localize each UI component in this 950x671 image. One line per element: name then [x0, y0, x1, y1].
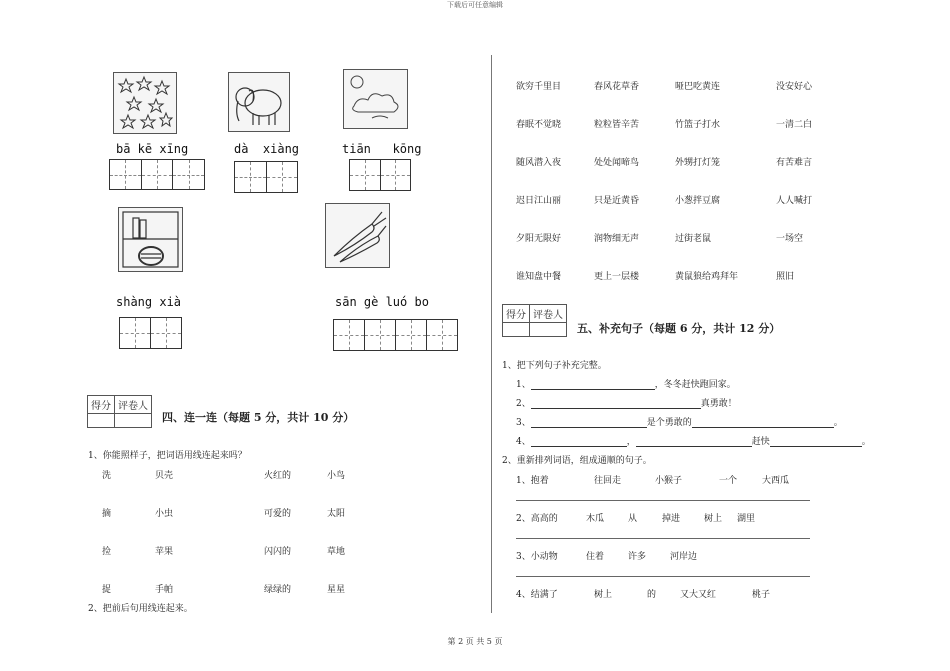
match-word: 捉	[102, 585, 112, 595]
reorder-word: 树上	[704, 514, 723, 524]
phrase: 春风花草香	[594, 82, 640, 92]
phrase: 小葱拌豆腐	[675, 196, 721, 206]
phrase: 更上一层楼	[594, 272, 640, 282]
section4-q2: 2、把前后句用线连起来。	[88, 604, 193, 614]
reorder-word: 小猴子	[655, 476, 683, 486]
section5-score-box	[502, 304, 567, 337]
grader-label: 评卷人	[118, 401, 148, 412]
phrase: 春眠不觉晓	[516, 120, 562, 130]
reorder-word: 湖里	[737, 514, 756, 524]
reorder-word: 从	[628, 514, 638, 524]
answer-blank[interactable]	[531, 418, 647, 428]
phrase: 随风潜入夜	[516, 158, 562, 168]
match-word: 小鸟	[327, 471, 346, 481]
match-word: 摘	[102, 509, 112, 519]
page-header: 下载后可任意编辑	[447, 1, 503, 9]
phrase: 夕阳无限好	[516, 234, 562, 244]
section4-score-box	[87, 395, 152, 428]
reorder-word: 1、抱着	[516, 476, 549, 486]
reorder-word: 4、结满了	[516, 590, 558, 600]
pinyin-bakexing: bā kē xīng	[116, 142, 189, 156]
match-word: 太阳	[327, 509, 346, 519]
match-word: 手帕	[155, 585, 174, 595]
phrase: 谁知盘中餐	[516, 272, 562, 282]
elephant-picture	[228, 72, 290, 132]
match-word: 贝壳	[155, 471, 174, 481]
reorder-word: 树上	[594, 590, 613, 600]
writing-grid-daxiang[interactable]	[234, 161, 298, 193]
answer-blank[interactable]	[531, 437, 627, 447]
answer-blank[interactable]	[770, 437, 862, 447]
fill-sentence-4	[516, 434, 871, 447]
sentence-text: 。	[833, 418, 843, 428]
cloud-icon	[344, 70, 407, 128]
fill-sentence-1	[516, 377, 736, 390]
section5-title: 五、补充句子（每题 6 分，共计 12 分）	[577, 322, 781, 335]
pinyin-sangeluobo: sān gè luó bo	[335, 295, 429, 309]
shelf-icon	[119, 208, 182, 271]
match-word: 绿绿的	[264, 585, 292, 595]
fill-sentence-2	[516, 396, 737, 409]
pinyin-tiankong: tiān kōng	[342, 142, 422, 156]
shelf-picture	[118, 207, 183, 272]
reorder-word: 2、高高的	[516, 514, 558, 524]
phrase: 一清二白	[776, 120, 813, 130]
phrase: 过街老鼠	[675, 234, 712, 244]
answer-blank[interactable]	[636, 437, 752, 447]
phrase: 迟日江山丽	[516, 196, 562, 206]
sentence-number: 1、	[516, 380, 531, 390]
writing-grid-shangxia[interactable]	[119, 317, 182, 349]
column-divider	[491, 55, 492, 613]
match-word: 可爱的	[264, 509, 292, 519]
reorder-word: 往回走	[594, 476, 622, 486]
answer-line[interactable]	[516, 576, 810, 577]
phrase: 处处闻啼鸟	[594, 158, 640, 168]
phrase: 润物细无声	[594, 234, 640, 244]
pinyin-shangxia: shàng xià	[116, 295, 182, 309]
writing-grid-tiankong[interactable]	[349, 159, 411, 191]
phrase: 粒粒皆辛苦	[594, 120, 640, 130]
answer-blank[interactable]	[531, 380, 655, 390]
section5-q1: 1、把下列句子补充完整。	[502, 361, 607, 371]
stars-icon	[114, 73, 176, 133]
sentence-text: 。	[861, 437, 871, 447]
sentence-text: 真勇敢！	[700, 399, 737, 409]
phrase: 哑巴吃黄连	[675, 82, 721, 92]
phrase: 没安好心	[776, 82, 813, 92]
stars-picture	[113, 72, 177, 134]
section4-title: 四、连一连（每题 5 分，共计 10 分）	[162, 411, 355, 424]
sky-picture	[343, 69, 408, 129]
match-word: 火红的	[264, 471, 292, 481]
reorder-word: 大西瓜	[762, 476, 790, 486]
section5-q2: 2、重新排列词语，组成通顺的句子。	[502, 456, 652, 466]
reorder-word: 许多	[628, 552, 647, 562]
pinyin-daxiang: dà xiàng	[234, 142, 300, 156]
answer-line[interactable]	[516, 500, 810, 501]
match-word: 闪闪的	[264, 547, 292, 557]
match-word: 草地	[327, 547, 346, 557]
match-word: 洗	[102, 471, 112, 481]
reorder-word: 3、小动物	[516, 552, 558, 562]
page-footer: 第 2 页 共 5 页	[447, 637, 503, 646]
carrot-icon	[326, 204, 389, 267]
sentence-number: 2、	[516, 399, 531, 409]
reorder-word: 桃子	[752, 590, 771, 600]
phrase: 外甥打灯笼	[675, 158, 721, 168]
match-word: 捡	[102, 547, 112, 557]
answer-blank[interactable]	[531, 399, 701, 409]
reorder-word: 掉进	[662, 514, 681, 524]
match-word: 苹果	[155, 547, 174, 557]
carrots-picture	[325, 203, 390, 268]
reorder-word: 住着	[586, 552, 605, 562]
writing-grid-sangeluobo[interactable]	[333, 319, 458, 351]
phrase: 有苦难言	[776, 158, 813, 168]
sentence-text: ，	[626, 437, 636, 447]
answer-line[interactable]	[516, 538, 810, 539]
phrase: 照旧	[776, 272, 795, 282]
reorder-word: 河岸边	[670, 552, 698, 562]
reorder-word: 一个	[719, 476, 738, 486]
grader-label: 评卷人	[533, 310, 563, 321]
reorder-word: 木瓜	[586, 514, 605, 524]
sentence-text: ，冬冬赶快跑回家。	[654, 380, 736, 390]
match-word: 星星	[327, 585, 346, 595]
fill-sentence-3	[516, 415, 843, 428]
match-word: 小虫	[155, 509, 174, 519]
phrase: 竹篮子打水	[675, 120, 721, 130]
reorder-word: 的	[647, 590, 657, 600]
score-label: 得分	[88, 396, 115, 413]
elephant-icon	[229, 73, 289, 131]
phrase: 黄鼠狼给鸡拜年	[675, 272, 739, 282]
answer-blank[interactable]	[692, 418, 834, 428]
phrase: 人人喊打	[776, 196, 813, 206]
phrase: 只是近黄昏	[594, 196, 640, 206]
phrase: 一场空	[776, 234, 804, 244]
reorder-word: 又大又红	[680, 590, 717, 600]
writing-grid-bakexing[interactable]	[109, 159, 205, 190]
sentence-text: 是个勇敢的	[646, 418, 692, 428]
sentence-number: 4、	[516, 437, 531, 447]
phrase: 欲穷千里目	[516, 82, 562, 92]
section4-q1: 1、你能照样子，把词语用线连起来吗？	[88, 451, 247, 461]
sentence-text: 赶快	[751, 437, 770, 447]
sentence-number: 3、	[516, 418, 531, 428]
score-label: 得分	[503, 305, 530, 322]
